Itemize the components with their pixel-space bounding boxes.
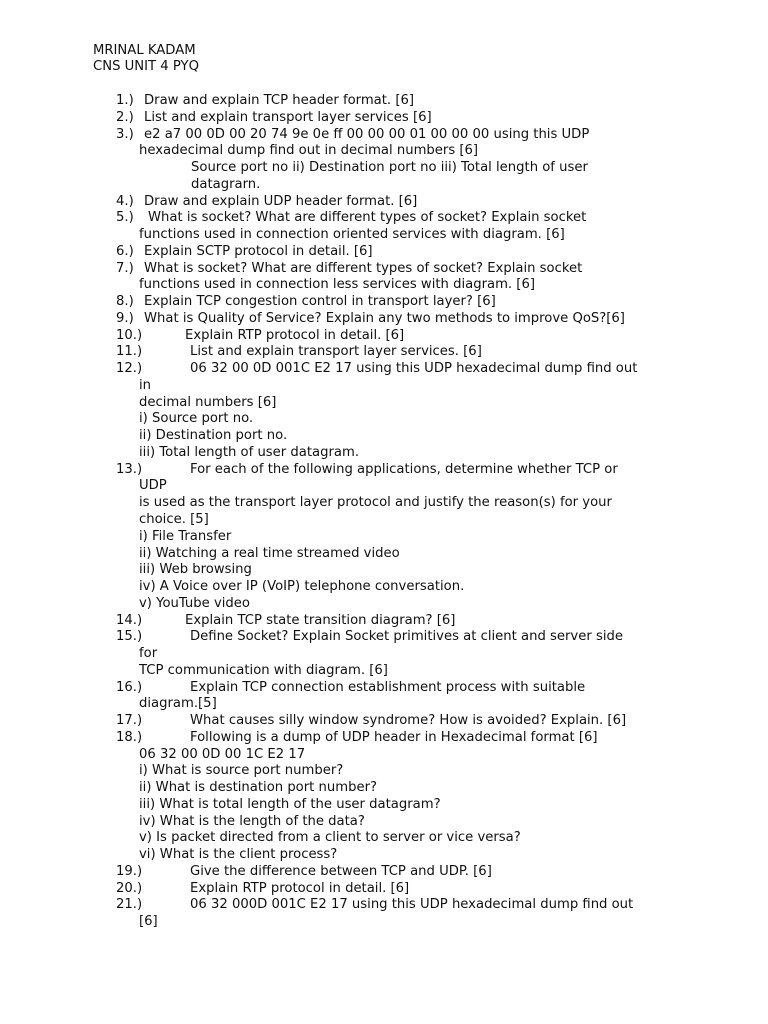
question-text-continued: v) Is packet directed from a client to server or vice versa? — [139, 830, 521, 846]
question-text-continued: functions used in connection less services with diagram. [6] — [139, 277, 535, 293]
question-text-continued: i) Source port no. — [139, 411, 254, 427]
question-text-continued: ii) Destination port no. — [139, 428, 288, 444]
question-text: Explain TCP connection establishment process with suitable — [190, 679, 586, 695]
question-number: 7.) — [116, 260, 134, 276]
question-text: Explain TCP congestion control in transport layer? [6] — [144, 294, 496, 310]
question-number: 19.) — [116, 863, 143, 879]
question-text-continued: ii) Watching a real time streamed video — [139, 545, 400, 561]
question-text-continued: [6] — [139, 914, 158, 930]
question-text-continued: choice. [5] — [139, 512, 209, 527]
question-text-continued: iii) Web browsing — [139, 562, 252, 578]
question-number: 17.) — [116, 713, 143, 729]
question-text: What is socket? What are different types of socket? Explain socket — [148, 210, 587, 226]
question-text-continued: datagrarn. — [191, 176, 261, 192]
question-number: 21.) — [116, 897, 143, 913]
question-text-continued: ii) What is destination port number? — [139, 780, 378, 796]
question-number: 12.) — [116, 361, 143, 377]
question-text-continued: UDP — [139, 478, 167, 494]
question-text: For each of the following applications, determine whether TCP or — [190, 461, 618, 477]
question-text-continued: decimal numbers [6] — [139, 394, 277, 410]
question-text-continued: is used as the transport layer protocol and justify the reason(s) for your — [139, 495, 612, 511]
question-number: 18.) — [116, 729, 143, 745]
question-text-continued: diagram.[5] — [139, 696, 217, 712]
question-text-continued: for — [139, 646, 158, 662]
question-text: e2 a7 00 0D 00 20 74 9e 0e ff 00 00 00 01 00 00 00 using this UDP — [144, 126, 590, 142]
question-number: 14.) — [116, 612, 143, 628]
question-text: Following is a dump of UDP header in Hexadecimal format [6] — [190, 729, 598, 745]
question-number: 16.) — [116, 679, 143, 695]
question-text-continued: iii) What is total length of the user datagram? — [139, 796, 441, 812]
question-number: 13.) — [116, 461, 143, 477]
question-text: Define Socket? Explain Socket primitives at client and server side — [190, 629, 623, 645]
question-text-continued: hexadecimal dump find out in decimal numbers [6] — [139, 143, 479, 159]
question-text-continued: in — [139, 377, 152, 393]
question-number: 3.) — [116, 126, 134, 142]
question-number: 10.) — [116, 327, 143, 343]
question-number: 6.) — [116, 243, 134, 259]
question-number: 11.) — [116, 344, 143, 360]
question-text-continued: iv) What is the length of the data? — [139, 813, 365, 829]
question-number: 8.) — [116, 294, 134, 310]
question-text: Explain RTP protocol in detail. [6] — [190, 880, 410, 896]
question-text: What is socket? What are different types of socket? Explain socket — [144, 260, 583, 276]
question-text: What is Quality of Service? Explain any two methods to improve QoS?[6] — [144, 310, 625, 326]
question-text: Explain RTP protocol in detail. [6] — [185, 327, 405, 343]
question-text-continued: v) YouTube video — [139, 595, 250, 611]
question-text-continued: Source port no ii) Destination port no iii) Total length of user — [191, 160, 588, 176]
question-text: What causes silly window syndrome? How is avoided? Explain. [6] — [190, 713, 627, 729]
question-number: 9.) — [116, 310, 134, 326]
question-text-continued: TCP communication with diagram. [6] — [139, 662, 388, 678]
question-text: Draw and explain UDP header format. [6] — [144, 193, 418, 209]
question-text-continued: i) What is source port number? — [139, 763, 344, 779]
question-text: List and explain transport layer services [6] — [144, 109, 432, 125]
author-name: MRINAL KADAM — [93, 43, 196, 58]
question-text-continued: iv) A Voice over IP (VoIP) telephone conversation. — [139, 579, 465, 595]
question-text: List and explain transport layer services. [6] — [190, 344, 482, 360]
question-text-continued: functions used in connection oriented services with diagram. [6] — [139, 227, 565, 243]
question-text: Give the difference between TCP and UDP. [6] — [190, 863, 492, 879]
question-text: Draw and explain TCP header format. [6] — [144, 93, 415, 108]
question-text: 06 32 00 0D 001C E2 17 using this UDP hexadecimal dump find out — [190, 361, 638, 377]
question-text: 06 32 000D 001C E2 17 using this UDP hexadecimal dump find out — [190, 897, 634, 913]
question-text: Explain SCTP protocol in detail. [6] — [144, 243, 373, 259]
question-text-continued: iii) Total length of user datagram. — [139, 444, 360, 460]
question-number: 5.) — [116, 210, 134, 226]
question-number: 2.) — [116, 109, 134, 125]
question-number: 1.) — [116, 93, 134, 108]
question-number: 20.) — [116, 880, 143, 896]
question-number: 4.) — [116, 193, 134, 209]
question-text-continued: i) File Transfer — [139, 528, 232, 544]
question-text-continued: 06 32 00 0D 00 1C E2 17 — [139, 746, 306, 762]
question-text-continued: vi) What is the client process? — [139, 847, 338, 863]
question-number: 15.) — [116, 629, 143, 645]
question-text: Explain TCP state transition diagram? [6] — [185, 612, 456, 628]
document-title: CNS UNIT 4 PYQ — [93, 59, 199, 74]
